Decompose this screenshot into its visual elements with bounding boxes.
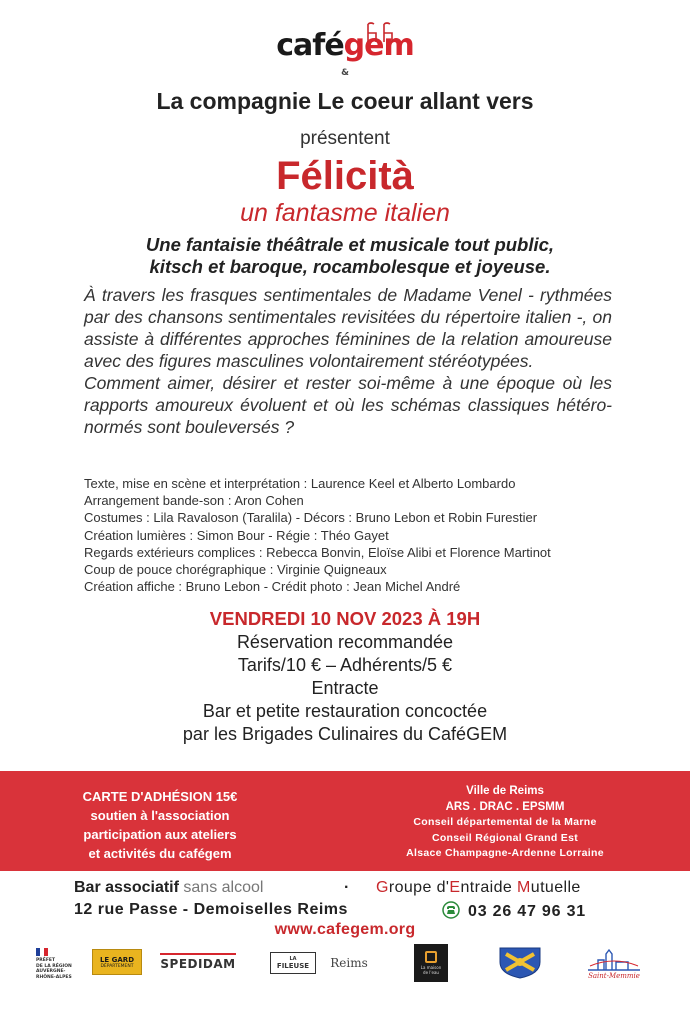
tagline-line: kitsch et baroque, rocambolesque et joyeuse. (149, 256, 551, 277)
ampersand: & (341, 68, 349, 78)
gard-logo: LE GARD DÉPARTEMENT (92, 949, 142, 975)
maison-de-leau-logo: La maison de l'eau (414, 944, 448, 982)
synopsis-paragraph: À travers les frasques sentimentales de Madame Venel - rythmées par des chansons sentimentales revisitées du répertoire italien -, on assiste à différentes approches féminines de la relation amoureuse avec des figures masculines volontairement stéréotypées. (84, 285, 612, 371)
tagline-line: Une fantaisie théâtrale et musicale tout public, (145, 234, 555, 255)
credit-line: Costumes : Lila Ravaloson (Taralila) - Décors : Bruno Lebon et Robin Furestier (84, 510, 538, 526)
supporter-line: Conseil Régional Grand Est (431, 831, 579, 844)
credit-line: Création affiche : Bruno Lebon - Crédit photo : Jean Michel André (84, 579, 461, 595)
phone[interactable] (442, 901, 586, 921)
flag-icon (36, 948, 48, 956)
bar-label: Bar associatif (74, 879, 179, 896)
credit-line: Création lumières : Simon Bour - Régie : Théo Gayet (84, 527, 389, 543)
supporter-line: Alsace Champagne-Ardenne Lorraine (406, 847, 604, 859)
event-line: Entracte (311, 678, 379, 698)
bar-alcohol-note: sans alcool (183, 879, 264, 896)
show-subtitle: un fantasme italien (240, 199, 450, 227)
cafegem-logo (0, 28, 690, 63)
supporter-line: Conseil départemental de la Marne (413, 816, 597, 828)
membership-line: et activités du cafégem (88, 846, 232, 861)
credit-line: Texte, mise en scène et interprétation : Laurence Keel et Alberto Lombardo (84, 476, 516, 491)
church-icon (584, 948, 644, 972)
tagline (70, 234, 630, 278)
supporter-line: Ville de Reims (466, 785, 544, 797)
la-fileuse-logo: LA FILEUSE (270, 952, 316, 974)
gem-full-name: Groupe d'Entraide Mutuelle (376, 879, 581, 896)
credit-line: Regards extérieurs complices : Rebecca Bonvin, Eloïse Alibi et Florence Martinot (84, 544, 551, 560)
coat-of-arms-icon (496, 944, 544, 980)
spedidam-logo: SPEDIDAM (160, 947, 236, 977)
chairs-icon (362, 22, 400, 44)
supporter-line: ARS . DRAC . EPSMM (445, 800, 565, 813)
membership-line: CARTE D'ADHÉSION 15€ (82, 789, 238, 804)
membership-card-info (40, 787, 280, 863)
phone-number: 03 26 47 96 31 (468, 903, 586, 920)
contact-row (74, 901, 634, 923)
phone-icon (442, 901, 460, 919)
presents-label: présentent (300, 128, 390, 149)
membership-line: soutien à l'association (90, 808, 230, 823)
venue-info (74, 879, 634, 923)
event-line: Bar et petite restauration concoctée (202, 701, 488, 721)
membership-line: participation aux ateliers (83, 827, 237, 842)
venue-row (74, 879, 634, 901)
cafegem-wordmark: cafégem (276, 28, 414, 63)
event-line: Tarifs/10 € – Adhérents/5 € (237, 655, 453, 675)
info-band (0, 771, 690, 871)
credits (84, 475, 624, 595)
partner-logos (0, 940, 690, 990)
credit-line: Arrangement bande-son : Aron Cohen (84, 493, 304, 509)
show-title: Félicità (276, 154, 414, 198)
company-name: La compagnie Le coeur allant vers (156, 88, 534, 114)
supporters-list (355, 784, 655, 862)
shield-icon (496, 944, 544, 980)
saint-memmie-logo: Saint-Memmie (578, 944, 650, 984)
event-info (0, 607, 690, 746)
event-date: VENDREDI 10 NOV 2023 À 19H (209, 608, 481, 629)
event-line: par les Brigades Culinaires du CaféGEM (182, 724, 508, 744)
reims-logo: Reims (330, 956, 368, 970)
credit-line: Coup de pouce chorégraphique : Virginie Quigneaux (84, 562, 387, 578)
address: 12 rue Passe - Demoiselles Reims (74, 901, 348, 918)
separator: · (344, 879, 350, 896)
event-line: Réservation recommandée (236, 632, 454, 652)
synopsis-paragraph: Comment aimer, désirer et rester soi-même à une époque où les rapports amoureux évoluent et où les schémas classiques hétéro-normés sont bouleversés ? (84, 373, 612, 437)
prefet-logo: PRÉFET DE LA RÉGION AUVERGNE- RHÔNE-ALPES (36, 942, 84, 986)
website-link[interactable]: www.cafegem.org (274, 921, 416, 938)
synopsis (84, 284, 612, 438)
